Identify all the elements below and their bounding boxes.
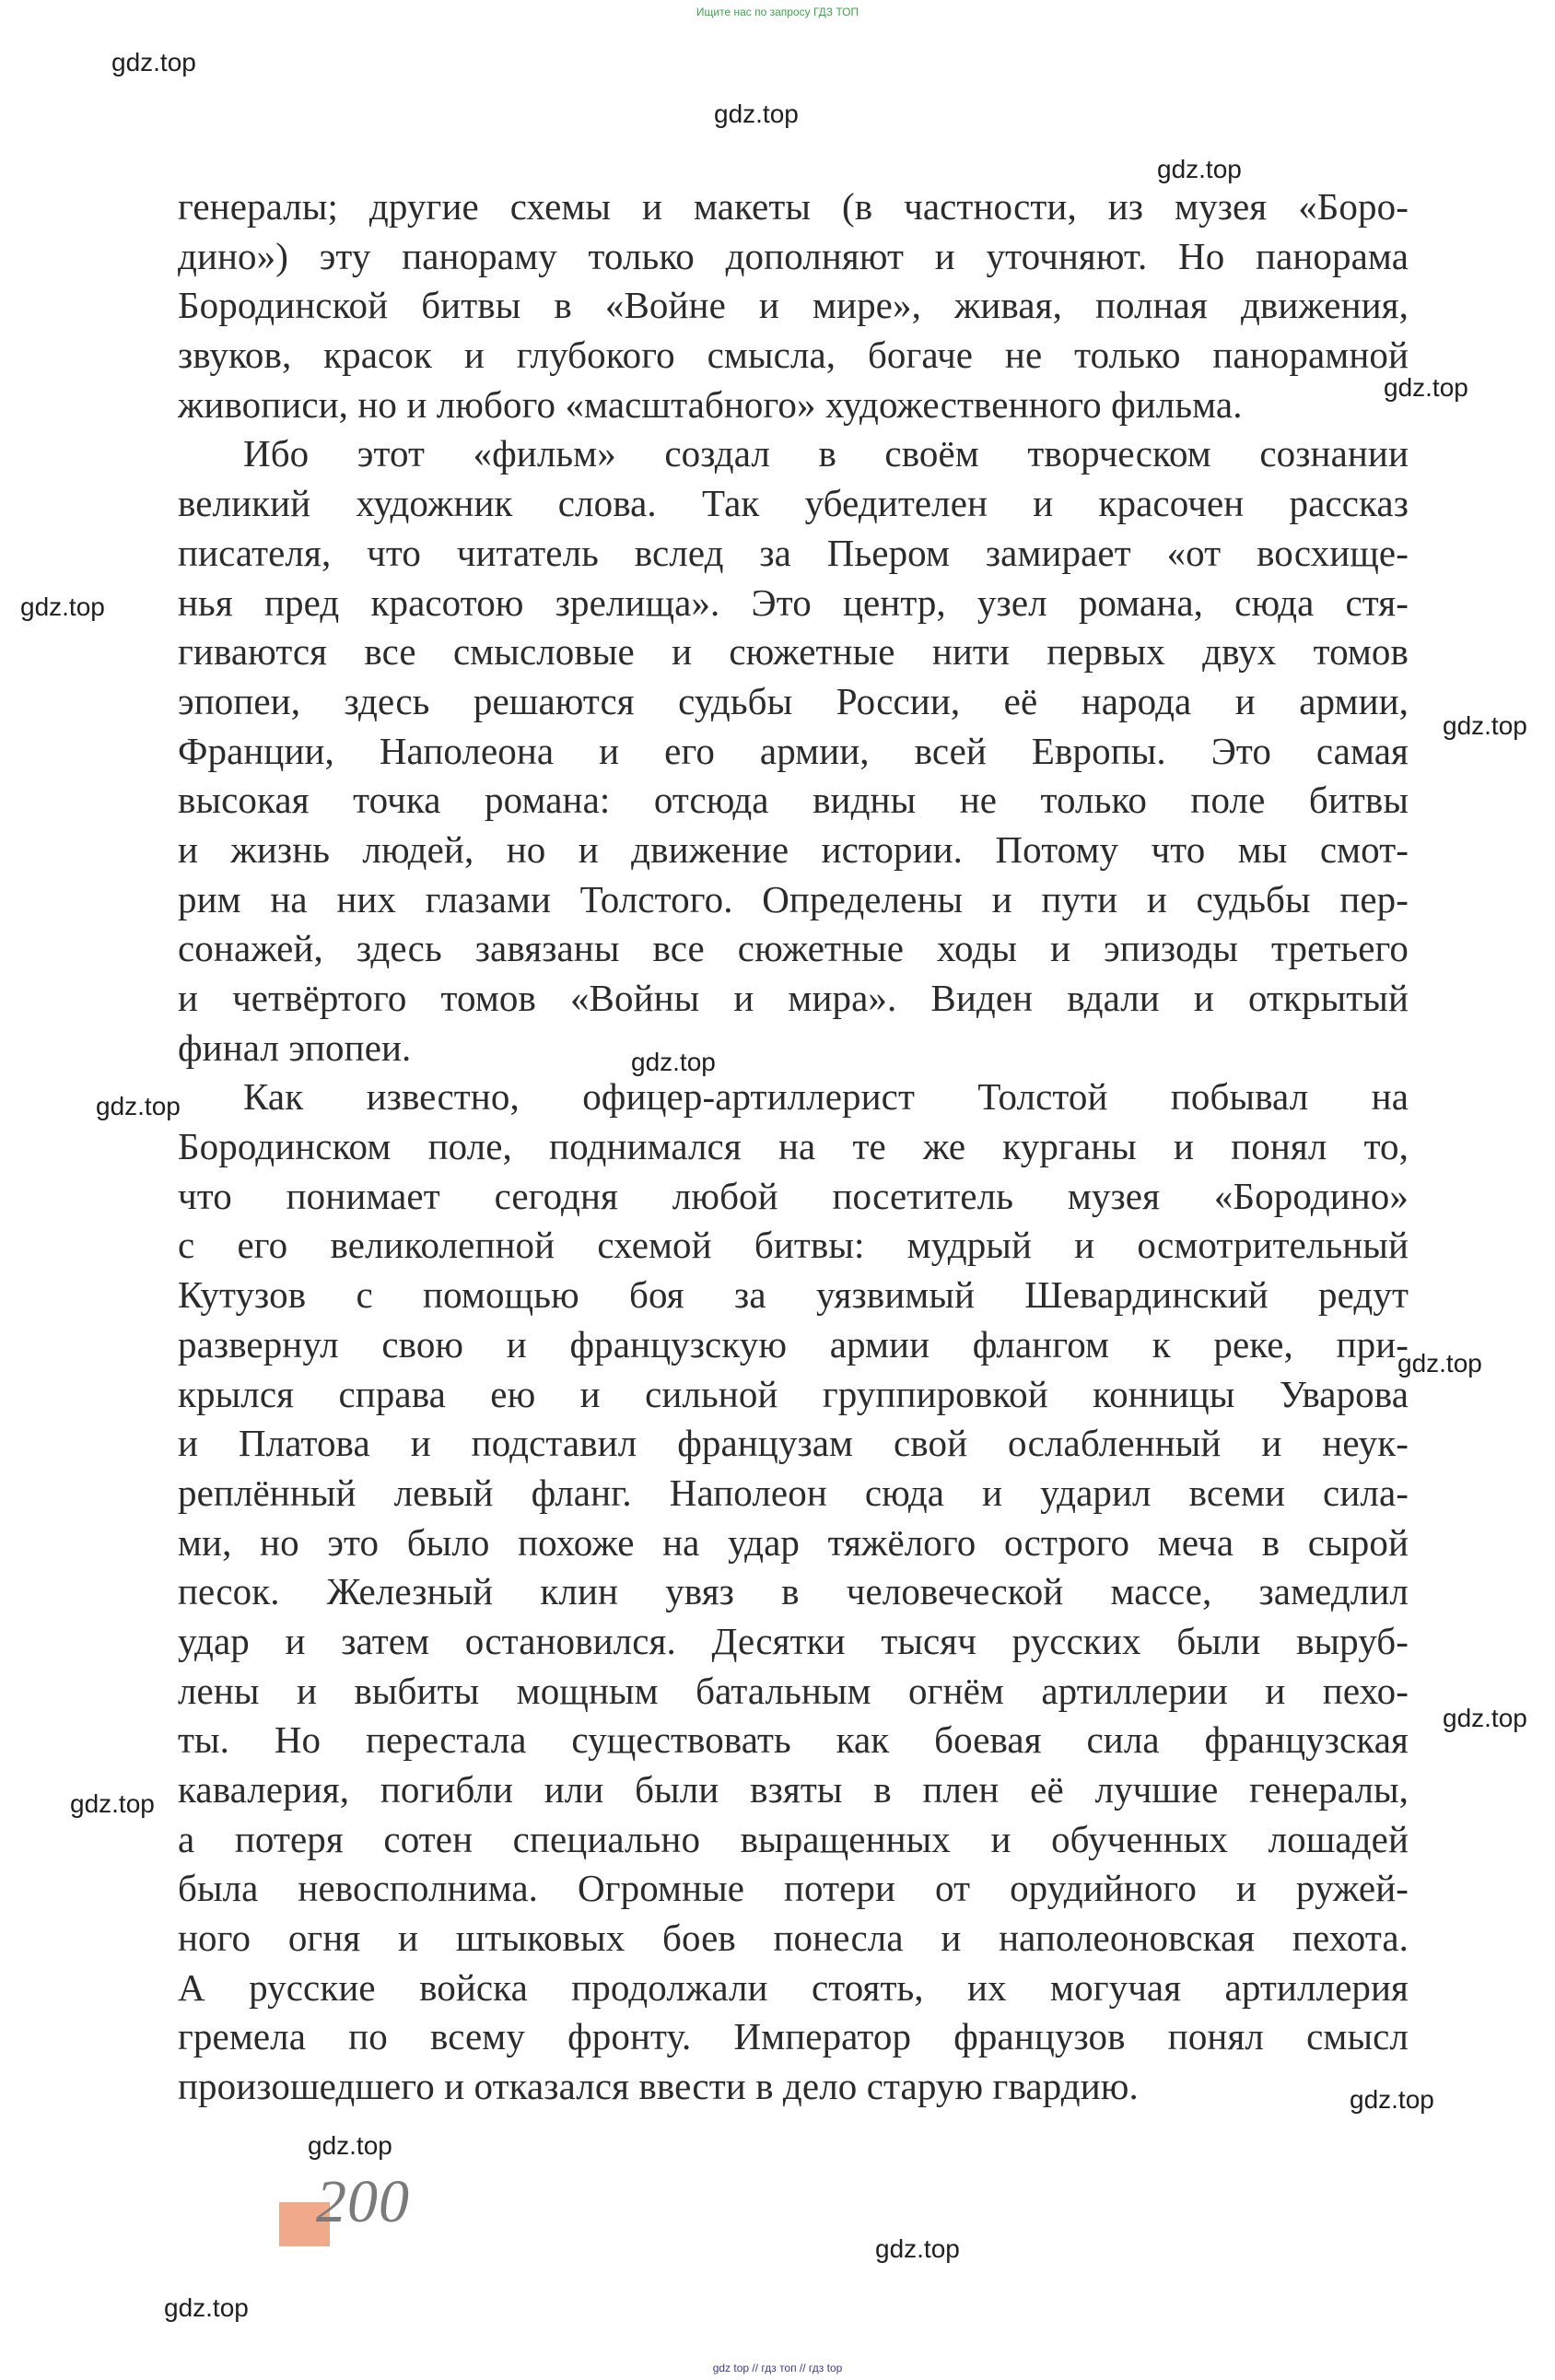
- footer: gdz top // гдз топ // гдз top: [712, 2362, 843, 2374]
- text-line: нья пред красотою зрелища». Это центр, узел романа, сюда стя-: [178, 580, 1409, 624]
- watermark: gdz.top: [20, 592, 105, 621]
- text-line: и четвёртого томов «Войны и мира». Виден вдали и открытый: [178, 977, 1409, 1019]
- text-line: писателя, что читатель вслед за Пьером замирает «от восхище-: [178, 531, 1409, 574]
- watermark: gdz.top: [70, 1789, 155, 1818]
- watermark: gdz.top: [96, 1092, 181, 1120]
- text-line: и жизнь людей, но и движение истории. Потому что мы смот-: [178, 827, 1409, 871]
- watermark: gdz.top: [1443, 1704, 1527, 1732]
- watermark: gdz.top: [631, 1048, 716, 1076]
- watermark: gdz.top: [164, 2293, 249, 2322]
- text-line: и Платова и подставил французам свой ослабленный и неук-: [178, 1422, 1409, 1465]
- text-line: дино») эту панораму только дополняют и уточняют. Но панорама: [178, 234, 1409, 277]
- watermark: gdz.top: [1443, 711, 1527, 740]
- text-line: рим на них глазами Толстого. Определены и пути и судьбы пер-: [178, 877, 1409, 920]
- text-line: реплённый левый фланг. Наполеон сюда и ударил всеми сила-: [178, 1471, 1409, 1514]
- text-line: высокая точка романа: отсюда видны не только поле битвы: [178, 779, 1409, 822]
- text-line: ты. Но перестала существовать как боевая сила французская: [178, 1718, 1409, 1762]
- text-line: звуков, красок и глубокого смысла, богаче не только панорамной: [178, 334, 1409, 377]
- page-number: 200: [316, 2168, 410, 2235]
- text-line: что понимает сегодня любой посетитель музея «Бородино»: [178, 1174, 1409, 1217]
- text-line: Ибо этот «фильм» создал в своём творческом сознании: [243, 432, 1409, 475]
- text-line: Кутузов с помощью боя за уязвимый Шевардинский редут: [178, 1273, 1409, 1317]
- watermark: gdz.top: [1157, 155, 1242, 183]
- text-line: ного огня и штыковых боев понесла и наполеоновская пехота.: [178, 1917, 1409, 1960]
- text-line: генералы; другие схемы и макеты (в частности, из музея «Боро-: [178, 185, 1409, 228]
- body-text: [178, 182, 1409, 2112]
- text-line: эпопеи, здесь решаются судьбы России, её народа и армии,: [178, 679, 1409, 722]
- watermark: gdz.top: [111, 48, 196, 76]
- text-line: живописи, но и любого «масштабного» художественного фильма.: [178, 382, 1243, 426]
- paragraph: [178, 182, 1409, 429]
- text-line: сонажей, здесь завязаны все сюжетные ходы и эпизоды третьего: [178, 927, 1409, 970]
- text-line: Бородинской битвы в «Войне и мире», живая, полная движения,: [178, 284, 1409, 327]
- text-line: а потеря сотен специально выращенных и обученных лошадей: [178, 1817, 1409, 1860]
- text-line: гремела по всему фронту. Император французов понял смысл: [178, 2015, 1409, 2058]
- watermark: gdz.top: [1350, 2085, 1434, 2114]
- text-line: великий художник слова. Так убедителен и красочен рассказ: [178, 482, 1409, 525]
- watermark: gdz.top: [308, 2131, 392, 2160]
- text-line: крылся справа ею и сильной группировкой конницы Уварова: [178, 1372, 1409, 1415]
- watermark: gdz.top: [1397, 1349, 1482, 1378]
- watermark: gdz.top: [1384, 373, 1468, 402]
- watermark: gdz.top: [714, 100, 799, 128]
- text-line: финал эпопеи.: [178, 1026, 412, 1069]
- watermark: gdz.top: [875, 2234, 960, 2263]
- text-line: ми, но это было похоже на удар тяжёлого острого меча в сырой: [178, 1520, 1409, 1564]
- top-banner: Ищите нас по запросу ГДЗ ТОП: [696, 6, 859, 18]
- text-line: песок. Железный клин увяз в человеческой массе, замедлил: [178, 1570, 1409, 1613]
- paragraph: [178, 429, 1409, 1073]
- text-line: лены и выбиты мощным батальным огнём артиллерии и пехо-: [178, 1669, 1409, 1712]
- text-line: развернул свою и французскую армии флангом к реке, при-: [178, 1322, 1409, 1366]
- paragraph: [178, 1073, 1409, 2111]
- text-line: гиваются все смысловые и сюжетные нити первых двух томов: [178, 630, 1409, 674]
- text-line: удар и затем остановился. Десятки тысяч русских были выруб-: [178, 1619, 1409, 1662]
- text-line: с его великолепной схемой битвы: мудрый и осмотрительный: [178, 1224, 1409, 1267]
- text-line: Как известно, офицер-артиллерист Толстой побывал на: [243, 1075, 1409, 1119]
- text-line: Бородинском поле, поднимался на те же курганы и понял то,: [178, 1125, 1409, 1168]
- text-line: кавалерия, погибли или были взяты в плен её лучшие генералы,: [178, 1768, 1409, 1811]
- text-line: произошедшего и отказался ввести в дело старую гвардию.: [178, 2065, 1139, 2108]
- text-line: была невосполнима. Огромные потери от орудийного и ружей-: [178, 1867, 1409, 1910]
- text-line: А русские войска продолжали стоять, их могучая артиллерия: [178, 1965, 1409, 2009]
- text-line: Франции, Наполеона и его армии, всей Европы. Это самая: [178, 729, 1409, 772]
